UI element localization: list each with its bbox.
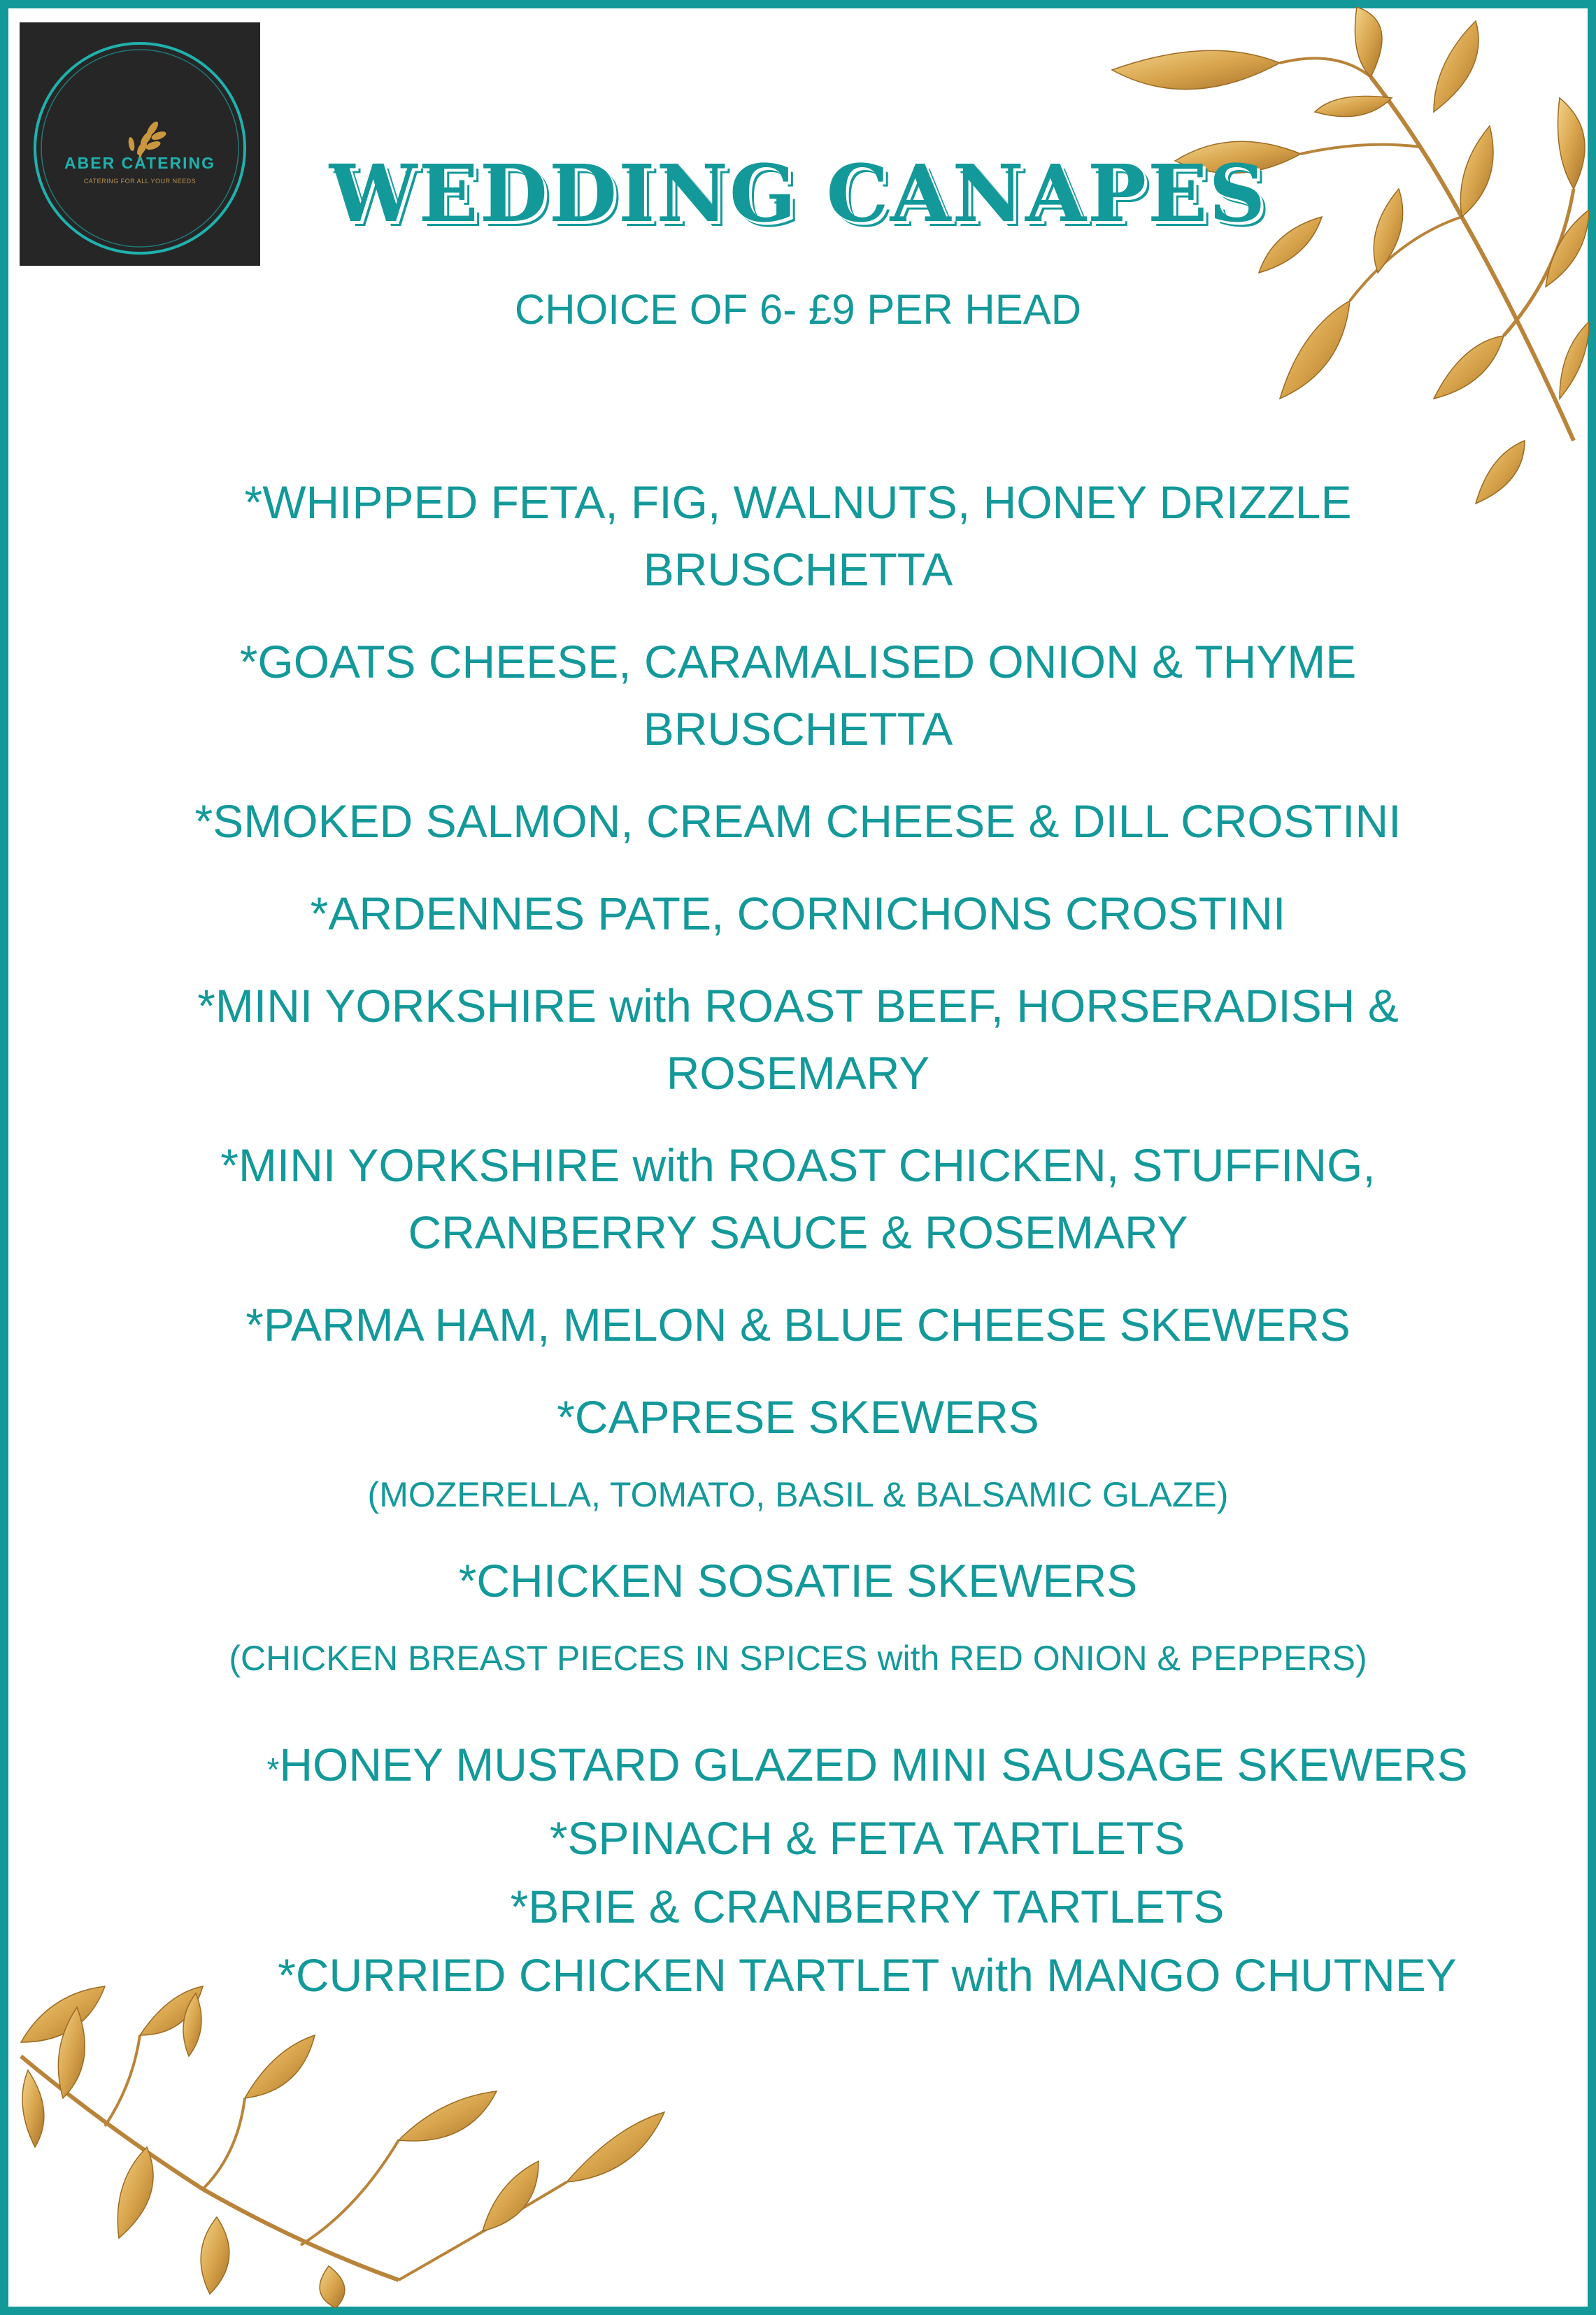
- logo-name: ABER CATERING: [64, 154, 215, 172]
- menu-item-text: HONEY MUSTARD GLAZED MINI SAUSAGE SKEWERS: [279, 1739, 1468, 1790]
- logo-tagline: CATERING FOR ALL YOUR NEEDS: [83, 178, 197, 185]
- canape-menu-tail: [252, 1730, 1483, 2009]
- menu-item: *PARMA HAM, MELON & BLUE CHEESE SKEWERS: [245, 1299, 1351, 1351]
- price-subtitle: CHOICE OF 6- £9 PER HEAD: [514, 286, 1082, 333]
- menu-item-description: (MOZERELLA, TOMATO, BASIL & BALSAMIC GLAZE): [367, 1475, 1229, 1514]
- menu-item: *SMOKED SALMON, CREAM CHEESE & DILL CROSTINI: [194, 795, 1402, 847]
- menu-item: *MINI YORKSHIRE with ROAST BEEF, HORSERADISH & ROSEMARY: [197, 980, 1399, 1099]
- golden-leaves-decoration: [1070, 7, 1589, 525]
- menu-item: *ARDENNES PATE, CORNICHONS CROSTINI: [310, 888, 1286, 939]
- menu-item: *CURRIED CHICKEN TARTLET with MANGO CHUTNEY: [278, 1949, 1457, 2001]
- menu-item: *CAPRESE SKEWERS: [557, 1391, 1039, 1443]
- menu-item-description: (CHICKEN BREAST PIECES IN SPICES with RED ONION & PEPPERS): [229, 1639, 1367, 1678]
- canape-menu: [175, 469, 1421, 1711]
- menu-item: [252, 1730, 1483, 1804]
- page-title: WEDDING CANAPES: [329, 148, 1267, 240]
- bullet-star: *: [266, 1751, 280, 1788]
- menu-item: *GOATS CHEESE, CARAMALISED ONION & THYME BRUSCHETTA: [239, 636, 1357, 755]
- menu-item: *SPINACH & FETA TARTLETS: [549, 1812, 1185, 1864]
- menu-item: *MINI YORKSHIRE with ROAST CHICKEN, STUFFING, CRANBERRY SAUCE & ROSEMARY: [220, 1139, 1376, 1258]
- menu-item: *CHICKEN SOSATIE SKEWERS: [458, 1555, 1138, 1607]
- menu-item: *WHIPPED FETA, FIG, WALNUTS, HONEY DRIZZLE BRUSCHETTA: [244, 476, 1352, 595]
- menu-item: *BRIE & CRANBERRY TARTLETS: [510, 1881, 1225, 1932]
